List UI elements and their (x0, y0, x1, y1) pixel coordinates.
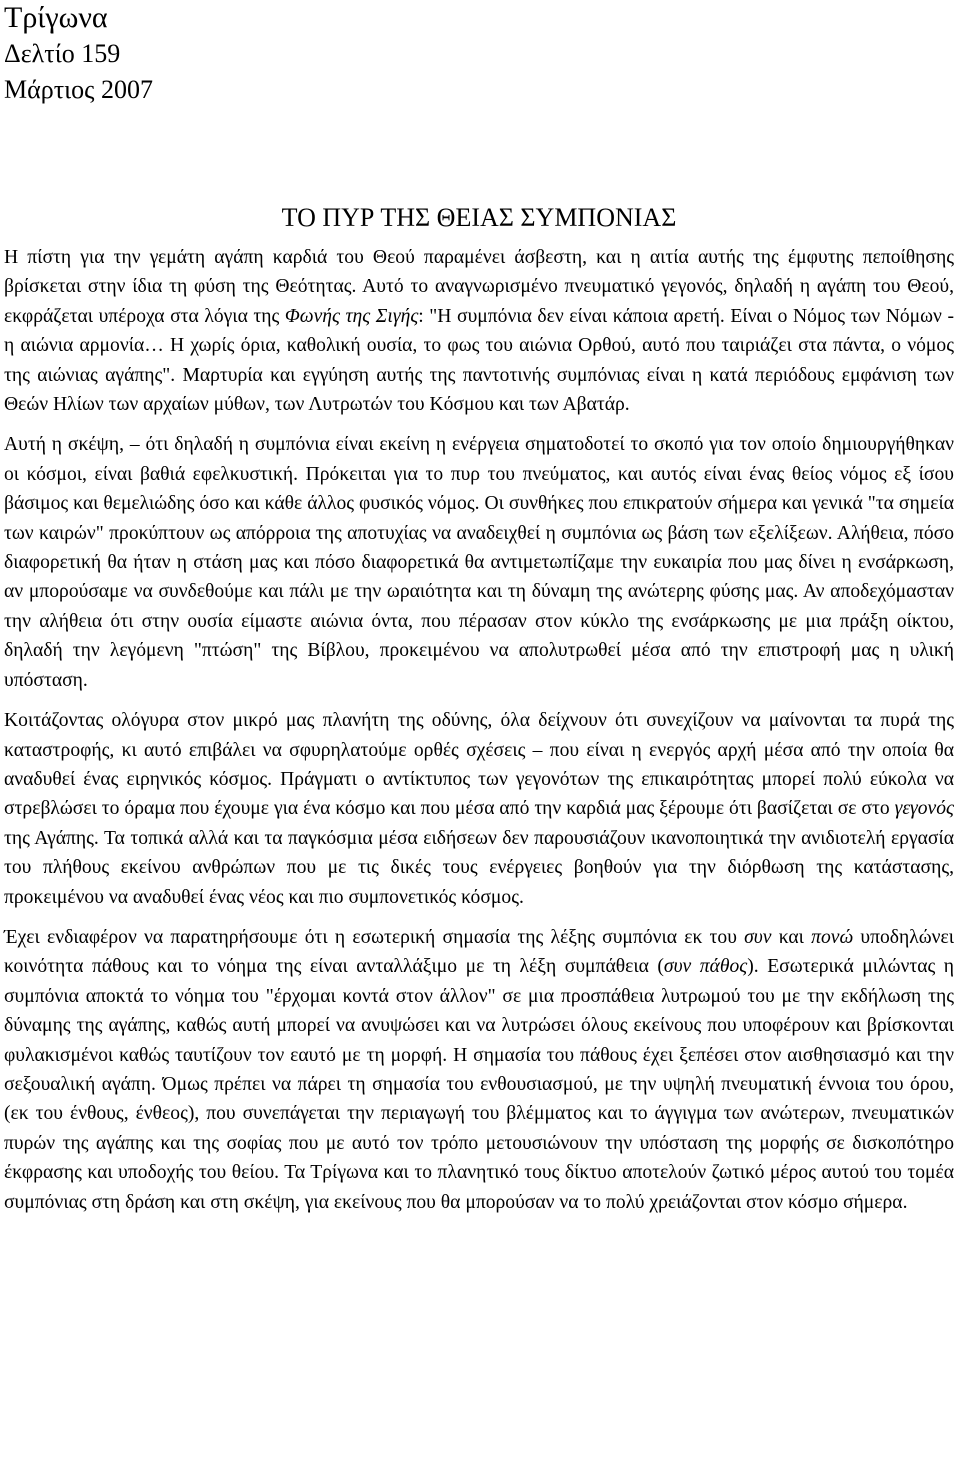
article-title: ΤΟ ΠΥΡ ΤΗΣ ΘΕΙΑΣ ΣΥΜΠΟΝΙΑΣ (281, 203, 677, 232)
newsletter-name: Τρίγωνα (4, 1, 108, 34)
paragraph-text: Κοιτάζοντας ολόγυρα στον μικρό μας πλανήτη της οδύνης, όλα δείχνουν ότι συνεχίζουν να μαίνονται τα πυρά της καταστροφής, κι αυτό επιβάλει να σφυρηλατούμε ορθές σχέσεις – που είναι η ενεργός αρχή μέσα από την οποία θα αναδυθεί ένας ειρηνικός κόσμος. Πράγματι ο αντίκτυπος των γεγονότων της επικαιρότητας μπορεί πολύ εύκολα να στρεβλώσει το όραμα που έχουμε για ένα κόσμο και που μέσα από την καρδιά μας ξέρουμε ότι βασίζεται σε στο (4, 710, 954, 820)
paragraph-text: της Αγάπης. Τα τοπικά αλλά και τα παγκόσμια μέσα ειδήσεων δεν παρουσιάζουν ικανοποιητικά την ανιδιοτελή εργασία του πλήθους εκείνου ανθρώπων που με τις δικές τους ενέργειες βοηθούν για την διόρθωση της κατάστασης, προκειμένου να αναδυθεί ένας νέος και πιο συμπονετικός κόσμος. (4, 827, 954, 908)
paragraph-text: Η πίστη για την γεμάτη αγάπη καρδιά του Θεού παραμένει άσβεστη, και η αιτία αυτής της έμφυτης πεποίθησης βρίσκεται στην ίδια τη φύση της Θεότητας. Αυτό το αναγνωρισμένο πνευματικό γεγονός, δηλαδή η αγάπη του Θεού, εκφράζεται υπέροχα στα λόγια της (4, 247, 954, 327)
issue-date: Μάρτιος 2007 (4, 75, 153, 104)
emphasized-text: γεγονός (894, 798, 954, 820)
emphasized-text: συν πάθος (663, 956, 748, 978)
paragraph-text: : "Η συμπόνια δεν είναι κάποια αρετή. Είναι ο Νόμος των Νόμων - η αιώνια αρμονία… Η χωρίς όρια, καθολική ουσία, το φως του αιώνια Ορθού, αυτό που ταιριάζει στα πάντα, ο νόμος της αιώνιας αγάπης". Μαρτυρία και εγγύηση αυτής της παντοτινής συμπόνιας είναι η κατά περιόδους εμφάνιση των Θεών Ηλίων των αρχαίων μύθων, των Λυτρωτών του Κόσμου και των Αβατάρ. (4, 305, 955, 416)
article-paragraph (4, 706, 954, 912)
document-header (4, 0, 954, 108)
emphasized-text: Φωνής της Σιγής (284, 305, 419, 327)
paragraph-text: Αυτή η σκέψη, – ότι δηλαδή η συμπόνια είναι εκείνη η ενέργεια σηματοδοτεί το σκοπό για τον οποίο δημιουργήθηκαν οι κόσμοι, είναι βαθιά εφελκυστική. Πρόκειται για το πυρ του πνεύματος, και αυτός είναι ένας θείος νόμος εξ ίσου βάσιμος και θεμελιώδης όσο και κάθε άλλος φυσικός νόμος. Οι συνθήκες που επικρατούν σήμερα και γενικά "τα σημεία των καιρών" προκύπτουν ως απόρροια της αποτυχίας να αναδειχθεί η συμπόνια ως βάση των εξελίξεων. Αλήθεια, πόσο διαφορετική θα ήταν η στάση μας και πόσο διαφορετικά θα αντιμετωπίζαμε την ευκαιρία που μας δίνει η ενσάρκωση, αν μπορούσαμε να συνδεθούμε και πάλι με την ωραιότητα και τη δύναμη της ανώτερης φύσης μας. Αν αποδεχόμασταν την αλήθεια ότι στην ουσία είμαστε αιώνια όντα, που πέρασαν στον κύκλο της ενσάρκωσης με μια πράξη οίκτου, δηλαδή την λεγόμενη "πτώση" της Βίβλου, προκειμένου να απολυτρωθεί μέσα από την επιστροφή μας η υλική υπόσταση. (4, 434, 954, 691)
article-paragraph (4, 430, 954, 695)
emphasized-text: πονώ (811, 926, 854, 948)
paragraph-text: υποδηλώνει κοινότητα πάθους και το νόημα της είναι ανταλλάξιμο με τη λέξη συμπάθεια ( (4, 926, 954, 978)
paragraph-text: Έχει ενδιαφέρον να παρατηρήσουμε ότι η εσωτερική σημασία της λέξης συμπόνια εκ του (4, 926, 745, 948)
article-paragraph (4, 243, 954, 419)
paragraph-text: και (771, 926, 812, 948)
article-body (4, 243, 954, 1217)
paragraph-text: ). Εσωτερικά μιλώντας η συμπόνια αποκτά το νόημα του "έρχομαι κοντά στον άλλον" σε μια προσπάθεια λυτρωμού του με την εκδήλωση της δύναμης της αγάπης, καθώς αυτή μπορεί να ανυψώσει και να λυτρώσει όλους εκείνους που υποφέρουν και βρίσκονται φυλακισμένοι καθώς ταυτίζουν τον εαυτό με τη μορφή. Η σημασία του πάθους έχει ξεπέσει στον αισθησιασμό και την σεξουαλική αγάπη. Όμως πρέπει να πάρει τη σημασία του ενθουσιασμού, με την υψηλή πνευματική έννοια του όρου, (εκ του ένθους, ένθεος), που συνεπάγεται την περιαγωγή του βλέμματος και το άγγιγμα των ανώτερων, πνευματικών πυρών της αγάπης και της σοφίας που με αυτό τον τρόπο μετουσιώνουν την υπόσταση της μορφής σε δισκοπότηρο έκφρασης και υποδοχής του θείου. Τα Τρίγωνα και το πλανητικό τους δίκτυο αποτελούν ζωτικό μέρος αυτού του τομέα συμπόνιας στη δράση και στη σκέψη, για εκείνους που θα μπορούσαν να το πολύ χρειάζονται στον κόσμο σήμερα. (4, 956, 954, 1213)
article-paragraph (4, 923, 954, 1217)
emphasized-text: συν (744, 926, 772, 948)
bulletin-number: Δελτίο 159 (4, 39, 121, 68)
